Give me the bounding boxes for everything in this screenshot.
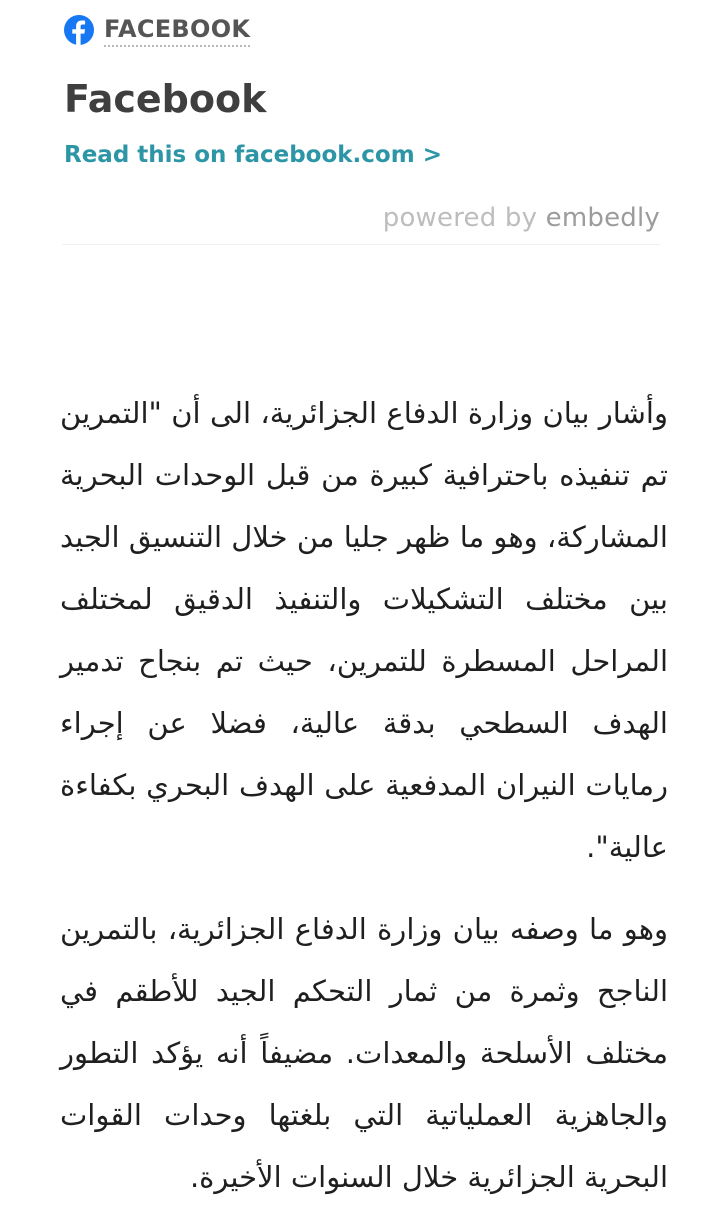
provider-name[interactable]: FACEBOOK bbox=[104, 14, 250, 47]
facebook-embed-card bbox=[64, 12, 664, 170]
embed-title[interactable]: Facebook bbox=[64, 77, 267, 121]
article-paragraph-1 bbox=[60, 382, 668, 878]
powered-by-embedly[interactable] bbox=[383, 198, 660, 238]
paragraph-text: وهو ما وصفه بيان وزارة الدفاع الجزائرية، بالتمرين الناجح وثمرة من ثمار التحكم الجيد للأطقم في مختلف الأسلحة والمعدات. مضيفاً أنه يؤكد التطور والجاهزية العملياتية التي بلغتها وحدات القوات البحرية الجزائرية خلال السنوات الأخيرة. bbox=[60, 912, 668, 1194]
divider bbox=[62, 244, 660, 245]
embedly-brand: embedly bbox=[545, 203, 660, 233]
read-on-facebook-link[interactable]: Read this on facebook.com > bbox=[64, 142, 442, 168]
facebook-icon bbox=[64, 15, 94, 45]
article-paragraph-2 bbox=[60, 898, 668, 1208]
paragraph-text: وأشار بيان وزارة الدفاع الجزائرية، الى أن "التمرين تم تنفيذه باحترافية كبيرة من قبل الوحدات البحرية المشاركة، وهو ما ظهر جليا من خلال التنسيق الجيد بين مختلف التشكيلات والتنفيذ الدقيق لمختلف المراحل المسطرة للتمرين، حيث تم بنجاح تدمير الهدف السطحي بدقة عالية، فضلا عن إجراء رمايات النيران المدفعية على الهدف البحري بكفاءة عالية". bbox=[60, 396, 668, 864]
embed-provider[interactable] bbox=[64, 12, 664, 48]
powered-by-label: powered by bbox=[382, 203, 546, 233]
